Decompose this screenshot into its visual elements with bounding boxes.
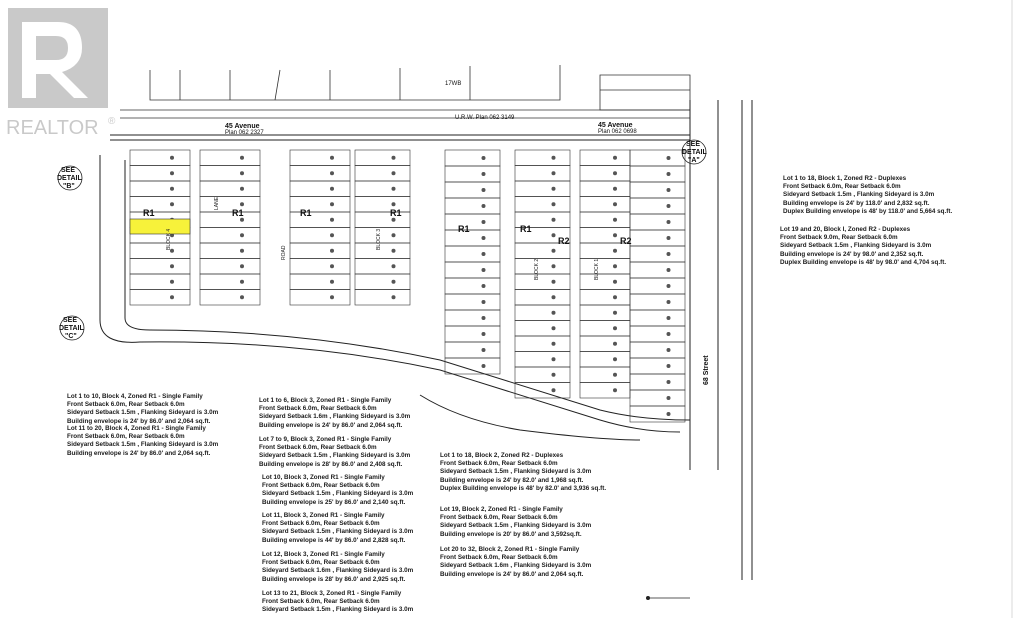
- lot-marker: [330, 249, 334, 253]
- lot-marker: [170, 295, 174, 299]
- block-label: BLOCK 4: [166, 228, 172, 250]
- lot-marker: [552, 171, 556, 175]
- lot-marker: [667, 300, 671, 304]
- lot-marker: [552, 388, 556, 392]
- lot-marker: [330, 295, 334, 299]
- lot-marker: [482, 300, 486, 304]
- lot-marker: [482, 364, 486, 368]
- lot-marker: [613, 280, 617, 284]
- svg-text:"C": "C": [65, 333, 77, 340]
- lot-marker: [392, 280, 396, 284]
- lot-marker: [482, 188, 486, 192]
- lot-marker: [482, 156, 486, 160]
- lot-marker: [392, 295, 396, 299]
- lot-marker: [667, 220, 671, 224]
- lot-marker: [613, 342, 617, 346]
- svg-text:REALTOR: REALTOR: [6, 117, 99, 139]
- lane-label: LANE: [214, 196, 220, 210]
- lot-marker: [392, 249, 396, 253]
- street-right-label: 68 Street: [703, 355, 710, 385]
- note-block3-lots1-6: Lot 1 to 6, Block 3, Zoned R1 - Single Family Front Setback 6.0m, Rear Setback 6.0m Sideyard Setback 1.6m , Flanking Sideyard is 3.0m Building envelope is 24' by 86.0' and 2,064 sq.ft.: [259, 397, 411, 429]
- lot-marker: [667, 380, 671, 384]
- lot-marker: [552, 326, 556, 330]
- lot-marker: [240, 280, 244, 284]
- lot-marker: [170, 171, 174, 175]
- svg-text:DETAIL: DETAIL: [57, 175, 82, 182]
- lot-marker: [170, 187, 174, 191]
- lot-marker: [170, 280, 174, 284]
- lot-marker: [667, 268, 671, 272]
- lot-marker: [482, 332, 486, 336]
- lot-marker: [552, 280, 556, 284]
- lot-marker: [482, 236, 486, 240]
- note-block3-lots7-9: Lot 7 to 9, Block 3, Zoned R1 - Single Family Front Setback 6.0m, Rear Setback 6.0m Sideyard Setback 1.5m , Flanking Sideyard is 3.0m Building envelope is 28' by 86.0' and 2,408 sq.ft.: [259, 436, 411, 468]
- lot-marker: [240, 156, 244, 160]
- lot-marker: [240, 218, 244, 222]
- lot-marker: [330, 233, 334, 237]
- lot-marker: [392, 187, 396, 191]
- lot-marker: [667, 396, 671, 400]
- lot-marker: [392, 171, 396, 175]
- lot-marker: [613, 388, 617, 392]
- lot-marker: [613, 295, 617, 299]
- lot-marker: [240, 264, 244, 268]
- svg-text:DETAIL: DETAIL: [682, 149, 707, 156]
- lot-marker: [330, 280, 334, 284]
- lot-marker: [667, 188, 671, 192]
- note-block2-lots20-32: Lot 20 to 32, Block 2, Zoned R1 - Single Family Front Setback 6.0m, Rear Setback 6.0m Sideyard Setback 1.6m , Flanking Sideyard is 3.0m Building envelope is 24' by 86.0' and 2,064 sq.ft.: [440, 546, 592, 578]
- street-top2-label: 45 Avenue: [598, 122, 633, 129]
- lot-marker: [613, 156, 617, 160]
- lot-marker: [392, 202, 396, 206]
- note-block1-lots1-18: Lot 1 to 18, Block 1, Zoned R2 - Duplexes Front Setback 6.0m, Rear Setback 6.0m Sideyard Setback 1.5m , Flanking Sideyard is 3.0m Building envelope is 24' by 118.0' and 2,832 sq.ft. Duplex Building envelope is 48' by 118.0' and 5,664 sq.ft.: [783, 175, 953, 215]
- lot-marker: [613, 233, 617, 237]
- lot-marker: [392, 264, 396, 268]
- note-block3-lots13-21: Lot 13 to 21, Block 3, Zoned R1 - Single Family Front Setback 6.0m, Rear Setback 6.0m Sideyard Setback 1.5m , Flanking Sideyard is 3.0m: [262, 590, 414, 614]
- lot-marker: [552, 187, 556, 191]
- lot-marker: [392, 218, 396, 222]
- block-label: BLOCK 1: [594, 258, 600, 280]
- lot-marker: [667, 172, 671, 176]
- lot-marker: [482, 316, 486, 320]
- lot-marker: [552, 202, 556, 206]
- zone-label-r1: R1: [458, 224, 470, 234]
- zone-label-r1: R1: [232, 208, 244, 218]
- lot-marker: [667, 316, 671, 320]
- lot-marker: [552, 295, 556, 299]
- lot-marker: [613, 326, 617, 330]
- lot-marker: [667, 204, 671, 208]
- zone-label-r1: R1: [300, 208, 312, 218]
- note-block3-lot10: Lot 10, Block 3, Zoned R1 - Single Family Front Setback 6.0m, Rear Setback 6.0m Sideyard Setback 1.5m , Flanking Sideyard is 3.0m Building envelope is 25' by 86.0' and 2,140 sq.ft.: [262, 474, 414, 506]
- lot-marker: [552, 373, 556, 377]
- lot-marker: [482, 268, 486, 272]
- lot-marker: [552, 218, 556, 222]
- lot-marker: [667, 412, 671, 416]
- lot-marker: [482, 284, 486, 288]
- lot-marker: [170, 264, 174, 268]
- lot-marker: [170, 156, 174, 160]
- zone-label-r2: R2: [558, 236, 570, 246]
- zone-label-r1: R1: [520, 224, 532, 234]
- lot-marker: [667, 156, 671, 160]
- lot-marker: [392, 156, 396, 160]
- lot-marker: [330, 264, 334, 268]
- lot-marker: [240, 202, 244, 206]
- note-block3-lot12: Lot 12, Block 3, Zoned R1 - Single Family Front Setback 6.0m, Rear Setback 6.0m Sideyard Setback 1.6m , Flanking Sideyard is 3.0m Building envelope is 28' by 86.0' and 2,925 sq.ft.: [262, 551, 414, 583]
- svg-text:®: ®: [108, 116, 116, 127]
- lot-marker: [613, 264, 617, 268]
- svg-text:"B": "B": [63, 183, 75, 190]
- lot-marker: [482, 172, 486, 176]
- lot-marker: [240, 187, 244, 191]
- svg-text:SEE: SEE: [686, 141, 701, 148]
- lot-marker: [667, 252, 671, 256]
- lot-marker: [330, 187, 334, 191]
- note-block4-lots11-20: Lot 11 to 20, Block 4, Zoned R1 - Single Family Front Setback 6.0m, Rear Setback 6.0m Sideyard Setback 1.5m , Flanking Sideyard is 3.0m Building envelope is 24' by 86.0' and 2,064 sq.ft.: [67, 425, 219, 457]
- highlighted-lots: [130, 219, 190, 234]
- street-top2-plan: Plan 062 0698: [598, 129, 637, 135]
- lot-marker: [613, 187, 617, 191]
- lot-marker: [330, 156, 334, 160]
- urw-label: U.R.W. Plan 062 3149: [455, 115, 515, 121]
- street-top-label: 45 Avenue: [225, 123, 260, 130]
- lot-marker: [613, 373, 617, 377]
- zone-label-r2: R2: [620, 236, 632, 246]
- block-label: BLOCK 2: [534, 258, 540, 280]
- lot-marker: [613, 202, 617, 206]
- lot-marker: [240, 249, 244, 253]
- lot-marker: [613, 218, 617, 222]
- lot-marker: [482, 204, 486, 208]
- lot-marker: [552, 249, 556, 253]
- note-block1-lots19-20: Lot 19 and 20, Block I, Zoned R2 - Duplexes Front Setback 9.0m, Rear Setback 6.0m Sideyard Setback 1.5m , Flanking Sideyard is 3.0m Building envelope is 24' by 98.0' and 2,352 sq.ft. Duplex Building envelope is 48' by 98.0' and 4,704 sq.ft.: [780, 226, 947, 266]
- note-block2-lots1-18: Lot 1 to 18, Block 2, Zoned R2 - Duplexes Front Setback 6.0m, Rear Setback 6.0m Sideyard Setback 1.5m , Flanking Sideyard is 3.0m Building envelope is 24' by 82.0' and 1,968 sq.ft. Duplex Building envelope is 48' by 82.0' and 3,936 sq.ft.: [440, 452, 607, 492]
- lot-marker: [552, 233, 556, 237]
- lot-marker: [667, 348, 671, 352]
- street-top-plan: Plan 062 2327: [225, 130, 264, 136]
- lot-marker: [552, 342, 556, 346]
- lot-marker: [667, 284, 671, 288]
- note-block3-lot11: Lot 11, Block 3, Zoned R1 - Single Family Front Setback 6.0m, Rear Setback 6.0m Sideyard Setback 1.5m , Flanking Sideyard is 3.0m Building envelope is 44' by 86.0' and 2,828 sq.ft.: [262, 512, 414, 544]
- lot-marker: [552, 156, 556, 160]
- svg-text:SEE: SEE: [61, 167, 76, 174]
- road-label: ROAD: [281, 245, 287, 260]
- lot-marker: [482, 220, 486, 224]
- lot-marker: [240, 295, 244, 299]
- lot-marker: [613, 171, 617, 175]
- svg-text:DETAIL: DETAIL: [59, 325, 84, 332]
- zone-label-r1: R1: [143, 208, 155, 218]
- lot-marker: [552, 357, 556, 361]
- block-label: BLOCK 3: [376, 228, 382, 250]
- lot-marker: [482, 252, 486, 256]
- lot-marker: [240, 233, 244, 237]
- lot-marker: [482, 348, 486, 352]
- lot-marker: [613, 357, 617, 361]
- lot-marker: [613, 311, 617, 315]
- lot-marker: [170, 202, 174, 206]
- lot-marker: [552, 311, 556, 315]
- lot-marker: [552, 264, 556, 268]
- lot-marker: [667, 236, 671, 240]
- lot-marker: [240, 171, 244, 175]
- top-lot-label: 17WB: [445, 81, 462, 87]
- zone-label-r1: R1: [390, 208, 402, 218]
- lot-marker: [330, 202, 334, 206]
- note-block4-lots1-10: Lot 1 to 10, Block 4, Zoned R1 - Single Family Front Setback 6.0m, Rear Setback 6.0m Sideyard Setback 1.5m , Flanking Sideyard is 3.0m Building envelope is 24' by 86.0' and 2,064 sq.ft.: [67, 393, 219, 425]
- svg-text:"A": "A": [688, 157, 700, 164]
- lot-marker: [613, 249, 617, 253]
- lot-marker: [330, 171, 334, 175]
- lot-marker: [330, 218, 334, 222]
- svg-text:SEE: SEE: [63, 317, 78, 324]
- note-block2-lot19: Lot 19, Block 2, Zoned R1 - Single Family Front Setback 6.0m, Rear Setback 6.0m Sideyard Setback 1.5m , Flanking Sideyard is 3.0m Building envelope is 20' by 86.0' and 3,592sq.ft.: [440, 506, 592, 538]
- lot-marker: [667, 332, 671, 336]
- lot-marker: [667, 364, 671, 368]
- lot-marker: [392, 233, 396, 237]
